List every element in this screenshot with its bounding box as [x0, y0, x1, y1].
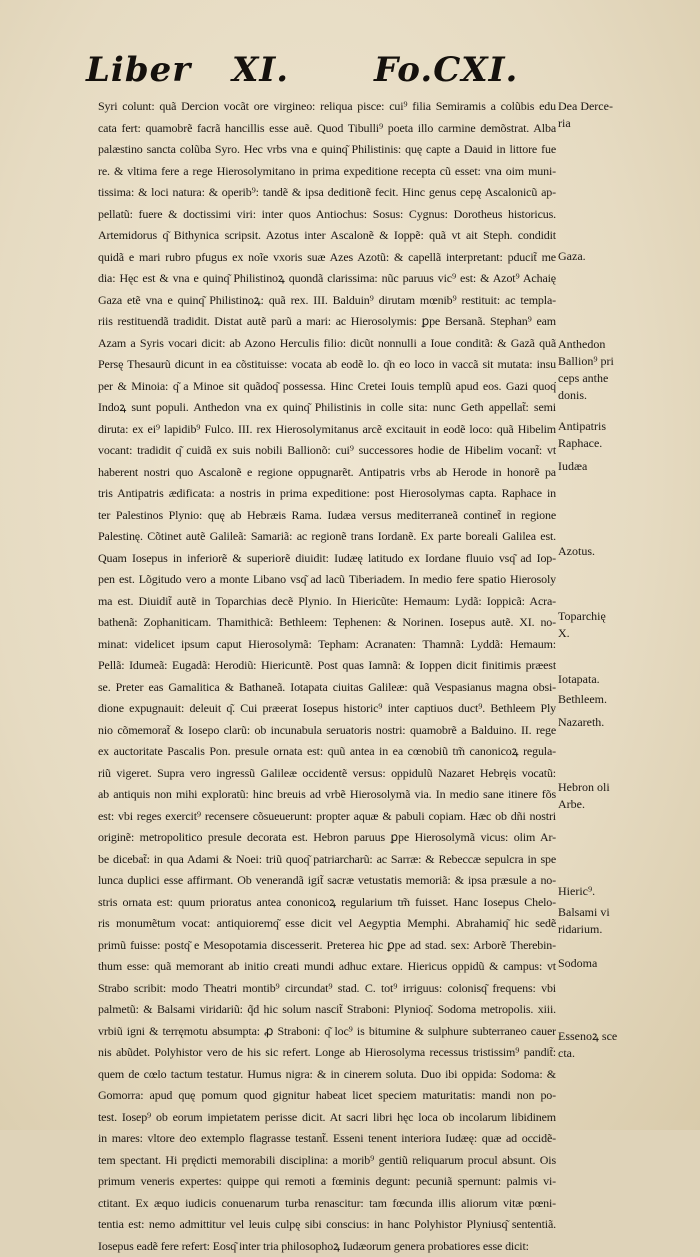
text-line: riis restituendã tradidit. Distat autẽ parũ a mari: ac Hierosolymis: ꝑpe Bersanã. Stephan⁹ eam — [98, 311, 556, 333]
margin-note-line: Iudæa — [558, 458, 642, 475]
text-line: ris monumẽtum vocat: antiquioremq͂ esse dicit vel Aegyptia Memphi. Abrahamiq͂ hic sedẽ — [98, 913, 556, 935]
text-line: riũ vigeret. Supra vero ingressũ Galileæ occidentẽ versus: oppidulũ Nazaret Hebręis vocatũ: — [98, 763, 556, 785]
text-line: Syri colunt: quã Dercion vocãt ore virgineo: reliqua pisce: cui⁹ filia Semiramis a colũbis edu — [98, 96, 556, 118]
text-line: Strabo scribit: modo Theatri montib⁹ circundat⁹ stad. C. tot⁹ irriguus: colonisq͂ frequens: vbi — [98, 978, 556, 1000]
margin-note-line: Iotapata. — [558, 671, 642, 688]
text-line: tentia est: nemo admittitur vel leuis culpę sibi conscius: in hanc Polyhistor Plyniusq͂ sententiã. — [98, 1214, 556, 1236]
text-line: originẽ: metropolitico presule decorata est. Hebron paruus ꝑpe Hierosolymã vicus: olim Ar- — [98, 827, 556, 849]
margin-note-line: Antipatris — [558, 418, 642, 435]
text-line: vrbiũ igni & terręmotu absumpta: ꝓ Straboni: q͂ loc⁹ is bitumine & sulphure subterraneo cauer — [98, 1021, 556, 1043]
margin-note-line: Balsami vi — [558, 904, 642, 921]
text-line: pellatũ: fuere & doctissimi viri: inter quos Antiochus: Sosus: Cygnus: Dorotheus historicus. — [98, 204, 556, 226]
margin-note-line: Ballion⁹ pri — [558, 353, 642, 370]
text-line: test. Iosep⁹ ob eorum impietatem perisse dicit. At sacri libri hęc loca ob incolarum libidinem — [98, 1107, 556, 1129]
text-line: Pellã: Idumeã: Eugadã: Herodiũ: Hiericuntẽ. Post quas Iamnã: & Ioppen dicit finitimis præest — [98, 655, 556, 677]
margin-note-line: Nazareth. — [558, 714, 642, 731]
text-line: tris Antipatris ædificata: a nostris in prima expeditione: post Hierosolymas capta. Raphace in — [98, 483, 556, 505]
text-line: thum esse: quã memorant ab initio creati mundi adhuc extare. Hiericus oppidũ & campus: vt — [98, 956, 556, 978]
text-line: palmetũ: & Balsami viridariũ: q̃d hic solum nascit̃ Straboni: Plynioq͂. Sodoma metropolis. xiii. — [98, 999, 556, 1021]
text-line: palæstino sancta colũba Syro. Hec vrbs vna e quinq͂ Philistinis: quę capte a Dauid in littore fue — [98, 139, 556, 161]
text-line: ctitant. Ex æquo iudicis conuenarum turba renascitur: tam fœcunda illis aliorum vitæ pœni- — [98, 1193, 556, 1215]
margin-note-line: X. — [558, 625, 642, 642]
margin-note-line: ceps anthe — [558, 370, 642, 387]
text-line: haberent nostri quo Ascalonẽ e regione oppugnarẽt. Antipatris vrbs ab Herode in honorẽ pa — [98, 462, 556, 484]
book-number: XI. — [232, 50, 289, 90]
text-line: quidã e mari rubro pfugus ex noĩe vxoris suæ Azes Azotũ: & capellã interpretant: pducit̃ me — [98, 247, 556, 269]
text-line: Gaza etẽ vna e quinq͂ Philistinoꝝ: quã rex. III. Balduin⁹ dirutam mœnib⁹ restituit: ac templa- — [98, 290, 556, 312]
margin-note — [558, 714, 642, 731]
margin-note-line: Azotus. — [558, 543, 642, 560]
text-line: nio cõmemorat̃ & Iosepo clarũ: ob incunabula seruatoris nostri: quamobrẽ a Balduino. II. rege — [98, 720, 556, 742]
text-line: tem spectant. Hi prędicti memorabili disciplina: a morib⁹ gentiũ reliquarum procul absunt. Ois — [98, 1150, 556, 1172]
text-line: Iosepus eadẽ fere refert: Eosq͂ inter tria philosophoꝝ Iudæorum genera probatiores esse dicit: — [98, 1236, 556, 1257]
text-line: be dicebat̃: in qua Adami & Noei: triũ quoq͂ patriarcharũ: ac Sarræ: & Rebeccæ sepulcra in spe — [98, 849, 556, 871]
margin-note-line: ridarium. — [558, 921, 642, 938]
margin-note-line: Dea Derce- — [558, 98, 642, 115]
text-line: Indoꝝ sunt populi. Anthedon vna ex quinq͂ Philistinis in colle sita: nunc Geth appellat̃: semi — [98, 397, 556, 419]
margin-note — [558, 248, 642, 265]
margin-note-line: Hieric⁹. — [558, 883, 642, 900]
text-line: ma est. Diuidit̃ autẽ in Toparchias decẽ Plynio. In Hiericũte: Hemaum: Lydã: Ioppicã: Acra- — [98, 591, 556, 613]
text-line: dia: Hęc est & vna e quinq͂ Philistinoꝝ quondã clarissima: nũc paruus vic⁹ est: & Azot⁹ Achaię — [98, 268, 556, 290]
margin-note — [558, 98, 642, 132]
text-line: dione expugnauit: deleuit q͂. Cui præerat Iosepus historic⁹ inter captiuos duct⁹. Bethleem Ply — [98, 698, 556, 720]
text-line: per & Minoia: q͂ a Minoe sit quãdoq͂ possessa. Hinc Cretei Iouis templũ apud eos. Gazi quoq͂ — [98, 376, 556, 398]
text-line: ex auctoritate Pascalis Pon. presule ornata est: quũ antea in ea cœnobiũ tm̃ canonicoꝝ regula- — [98, 741, 556, 763]
margin-note-line: Arbe. — [558, 796, 642, 813]
margin-note — [558, 336, 642, 404]
margin-note — [558, 779, 642, 813]
margin-note — [558, 671, 642, 688]
text-line: Artemidorus q͂ Bithynica scripsit. Azotus inter Ascalonẽ & Ioppẽ: quã vt ait Steph. condidit — [98, 225, 556, 247]
margin-note-line: Essenoꝝ sce — [558, 1028, 642, 1045]
text-line: lunca duplici esse affirmant. Ob venerandã igit̃ sacræ vetustatis memoriã: & ipsa præsule a no- — [98, 870, 556, 892]
main-text-column — [98, 96, 556, 1257]
margin-note-line: Raphace. — [558, 435, 642, 452]
margin-note-line: ria — [558, 115, 642, 132]
text-line: est: vbi reges exercit⁹ recensere cõsueuerunt: propter aquæ & pabuli copiam. Hæc ob dñi nostri — [98, 806, 556, 828]
text-line: Quam Iosepus in inferiorẽ & superiorẽ diuidit: Iudæę latitudo ex Iordane fluuio vsq͂ ad Iop- — [98, 548, 556, 570]
text-line: pen est. Lõgitudo vero a monte Libano vsq͂ ad lacũ Tiberiadem. In medio fere spatio Hierosoly — [98, 569, 556, 591]
text-line: re. & vltima fere a rege Hierosolymitano in prima expeditione recepta cũ esset: vna oim muni- — [98, 161, 556, 183]
text-line: primũ fuisse: postq͂ e Mesopotamia discesserit. Preterea hic ꝑpe ad stad. sex: Arborẽ Therebin- — [98, 935, 556, 957]
margin-note — [558, 458, 642, 475]
margin-note — [558, 1028, 642, 1062]
text-line: nis abũdet. Polyhistor vero de his sic refert. Longe ab Hierosolyma recessus tristissim⁹ pandit̃: — [98, 1042, 556, 1064]
book-label: Liber — [86, 50, 191, 90]
margin-note — [558, 883, 642, 900]
margin-note — [558, 543, 642, 560]
text-line: Azam a Syris vocari dicit: ab Azono Herculis filio: dicũt nonnulli a Ioue conditã: & Gazã quã — [98, 333, 556, 355]
margin-note-line: Anthedon — [558, 336, 642, 353]
text-line: in mares: vltore deo extemplo flagrasse testant̃. Esseni tenent interiora Iudæę: quæ ad occidẽ- — [98, 1128, 556, 1150]
margin-note — [558, 904, 642, 938]
margin-note-line: Bethleem. — [558, 691, 642, 708]
margin-note-line: Hebron oli — [558, 779, 642, 796]
margin-note-line: Gaza. — [558, 248, 642, 265]
text-line: Palestinę. Cõtinet autẽ Galileã: Samariã: ac regionẽ trans Iordanẽ. Ex parte boreali Galilea est. — [98, 526, 556, 548]
running-head — [86, 50, 526, 96]
text-line: quem de cœlo tactum testatur. Humus nigra: & in cinerem soluta. Duo ibi oppida: Sodoma: & — [98, 1064, 556, 1086]
text-line: Persę Thesaurũ dicunt in ea cõstituisse: vocata ab eodẽ lo. q͂n eo loco in vaccã sit mutata: insu — [98, 354, 556, 376]
margin-note-line: donis. — [558, 387, 642, 404]
margin-note-line: cta. — [558, 1045, 642, 1062]
folio-number: Fo.CXI. — [374, 50, 518, 90]
text-line: cata fert: quamobrẽ facrã hancillis esse auẽ. Quod Tibulli⁹ poeta illo carmine demõstrat. Alba — [98, 118, 556, 140]
text-line: se. Preter eas Gamalitica & Bathaneã. Iotapata ciuitas Galileæ: quã Vespasianus magna obsi- — [98, 677, 556, 699]
text-line: tissima: & loci natura: & operib⁹: tandẽ & ipsa deditionẽ fecit. Hinc genus cepę Ascalonicũ ap- — [98, 182, 556, 204]
margin-note — [558, 608, 642, 642]
text-line: minat: videlicet ipsum caput Hierosolymã: Tepham: Acranaten: Thamnã: Lyddã: Hemaum: — [98, 634, 556, 656]
margin-note — [558, 955, 642, 972]
text-line: Gomorra: apud quę pomum quod gignitur habeat licet speciem maturitatis: mandi non po- — [98, 1085, 556, 1107]
text-line: stris ornata est: quum prioratus antea cononicoꝝ regularium tm̃ fuisset. Hanc Iosepus Chelo- — [98, 892, 556, 914]
text-line: ter Palestinos Plynio: quę ab Hebræis Rama. Iudæa versus mediterraneã continet̃ in regione — [98, 505, 556, 527]
text-line: vocant: tradidit q͂ cuidã ex suis nobili Ballionõ: cui⁹ successores hodie de Hibelim vocant̃: vt — [98, 440, 556, 462]
text-line: ab antiquis non mihi exploratũ: hinc breuis ad vrbẽ Hierosolymã via. In medio sane itinere fõs — [98, 784, 556, 806]
margin-note — [558, 418, 642, 452]
margin-note — [558, 691, 642, 708]
text-line: diruta: ex ei⁹ lapidib⁹ Fulco. III. rex Hierosolymitanus arcẽ excitauit in eodẽ loco: quã Hibelim — [98, 419, 556, 441]
text-line: primum veneris expertes: quippe qui remoti a fœminis degunt: pecuniã spernunt: palmis vi- — [98, 1171, 556, 1193]
text-line: bathenã: Zophaniticam. Thamithicã: Bethleem: Tephenen: & Norinen. Iosepus autẽ. XI. no- — [98, 612, 556, 634]
margin-note-line: Toparchię — [558, 608, 642, 625]
margin-note-line: Sodoma — [558, 955, 642, 972]
